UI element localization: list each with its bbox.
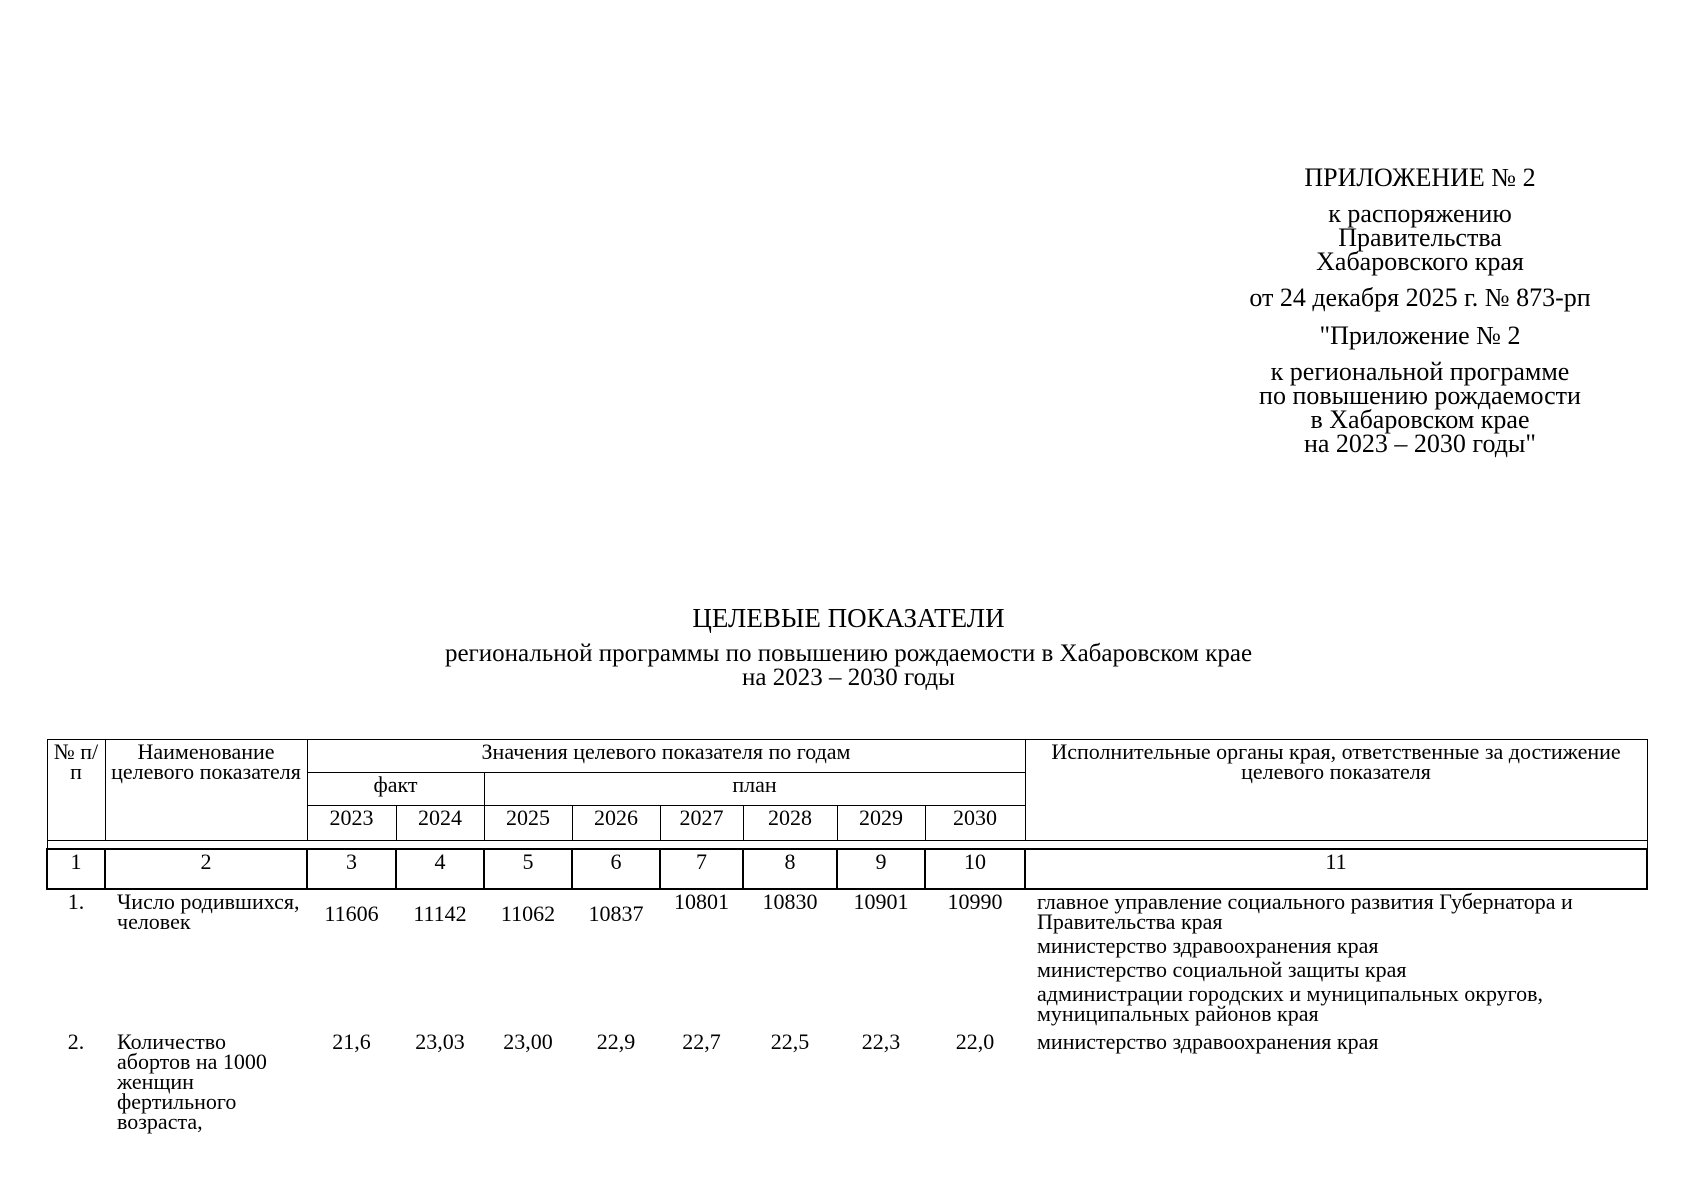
indicator-value: 23,03	[415, 1029, 465, 1054]
indicator-value: 22,3	[861, 1029, 901, 1054]
appendix-date-line: от 24 декабря 2025 г. № 873-рп	[1249, 283, 1591, 312]
appendix-line-3: Хабаровского края	[1316, 247, 1524, 276]
indicator-value: 10990	[947, 889, 1003, 914]
document-subtitle-line-1: региональной программы по повышению рождаемости в Хабаровском крае	[444, 640, 1253, 667]
executor-item: главное управление социального развития Губернатора и Правительства края	[1037, 889, 1573, 934]
indicator-value: 10801	[674, 889, 729, 914]
column-number: 7	[660, 849, 743, 889]
quoted-appendix-title: "Приложение № 2	[1319, 321, 1521, 350]
header-number: № п/п	[47, 740, 105, 841]
indicator-value: 22,5	[770, 1029, 810, 1054]
indicator-name: Число родившихся, человек	[117, 889, 300, 934]
column-number: 10	[925, 849, 1025, 889]
executor-item: министерство социальной защиты края	[1037, 957, 1407, 982]
column-number: 1	[47, 849, 105, 889]
header-year: 2029	[837, 806, 925, 841]
indicator-value: 11062	[500, 901, 556, 926]
column-number-row	[47, 849, 1647, 889]
header-year: 2025	[484, 806, 572, 841]
indicator-value: 22,7	[682, 1029, 721, 1054]
executor-item: администрации городских и муниципальных округов, муниципальных районов края	[1037, 981, 1544, 1026]
column-number: 6	[572, 849, 660, 889]
table-row	[47, 889, 1647, 1030]
indicator-value: 23,00	[503, 1029, 553, 1054]
indicators-table	[46, 739, 1648, 1134]
header-year: 2030	[925, 806, 1025, 841]
program-line-4: на 2023 – 2030 годы"	[1303, 429, 1537, 458]
header-values-by-year: Значения целевого показателя по годам	[307, 740, 1025, 773]
header-year: 2024	[396, 806, 484, 841]
appendix-header	[1200, 163, 1640, 458]
column-number: 4	[396, 849, 484, 889]
indicator-name: Количество абортов на 1000 женщин фертильного возраста,	[117, 1029, 267, 1134]
executors-cell	[1025, 889, 1647, 1030]
indicator-value: 22,9	[596, 1029, 636, 1054]
executor-item: министерство здравоохранения края	[1037, 1029, 1379, 1054]
indicator-value: 10837	[588, 901, 644, 926]
document-subtitle	[0, 642, 1697, 690]
indicator-value: 10901	[853, 889, 909, 914]
indicator-value: 21,6	[332, 1029, 371, 1054]
program-line-2: по повышению рождаемости	[1259, 381, 1581, 410]
header-year: 2023	[307, 806, 396, 841]
header-year: 2028	[743, 806, 837, 841]
row-number: 2.	[67, 1029, 85, 1054]
column-number: 5	[484, 849, 572, 889]
appendix-title: ПРИЛОЖЕНИЕ № 2	[1304, 163, 1536, 192]
executor-item: министерство здравоохранения края	[1037, 933, 1379, 958]
executors-cell	[1025, 1030, 1647, 1134]
indicator-value: 22,0	[955, 1029, 995, 1054]
row-number: 1.	[67, 889, 85, 914]
table-row	[47, 1030, 1647, 1134]
appendix-line-2: Правительства	[1338, 223, 1502, 252]
header-year: 2027	[660, 806, 743, 841]
header-fact: факт	[307, 773, 484, 806]
program-line-3: в Хабаровском крае	[1310, 405, 1530, 434]
header-year: 2026	[572, 806, 660, 841]
header-indicator-name: Наименование целевого показателя	[105, 740, 307, 841]
column-number: 9	[837, 849, 925, 889]
column-number: 11	[1025, 849, 1647, 889]
indicator-value: 11142	[413, 901, 467, 926]
header-plan: план	[484, 773, 1025, 806]
appendix-line-1: к распоряжению	[1328, 199, 1512, 228]
column-number: 2	[105, 849, 307, 889]
header-executors: Исполнительные органы края, ответственные за достижение целевого показателя	[1025, 740, 1647, 841]
column-number: 8	[743, 849, 837, 889]
document-subtitle-line-2: на 2023 – 2030 годы	[742, 664, 955, 691]
program-line-1: к региональной программе	[1270, 357, 1570, 386]
document-title: ЦЕЛЕВЫЕ ПОКАЗАТЕЛИ	[692, 603, 1005, 633]
indicator-value: 10830	[762, 889, 818, 914]
document-title-block	[0, 604, 1697, 690]
column-number: 3	[307, 849, 396, 889]
indicator-value: 11606	[324, 901, 379, 926]
